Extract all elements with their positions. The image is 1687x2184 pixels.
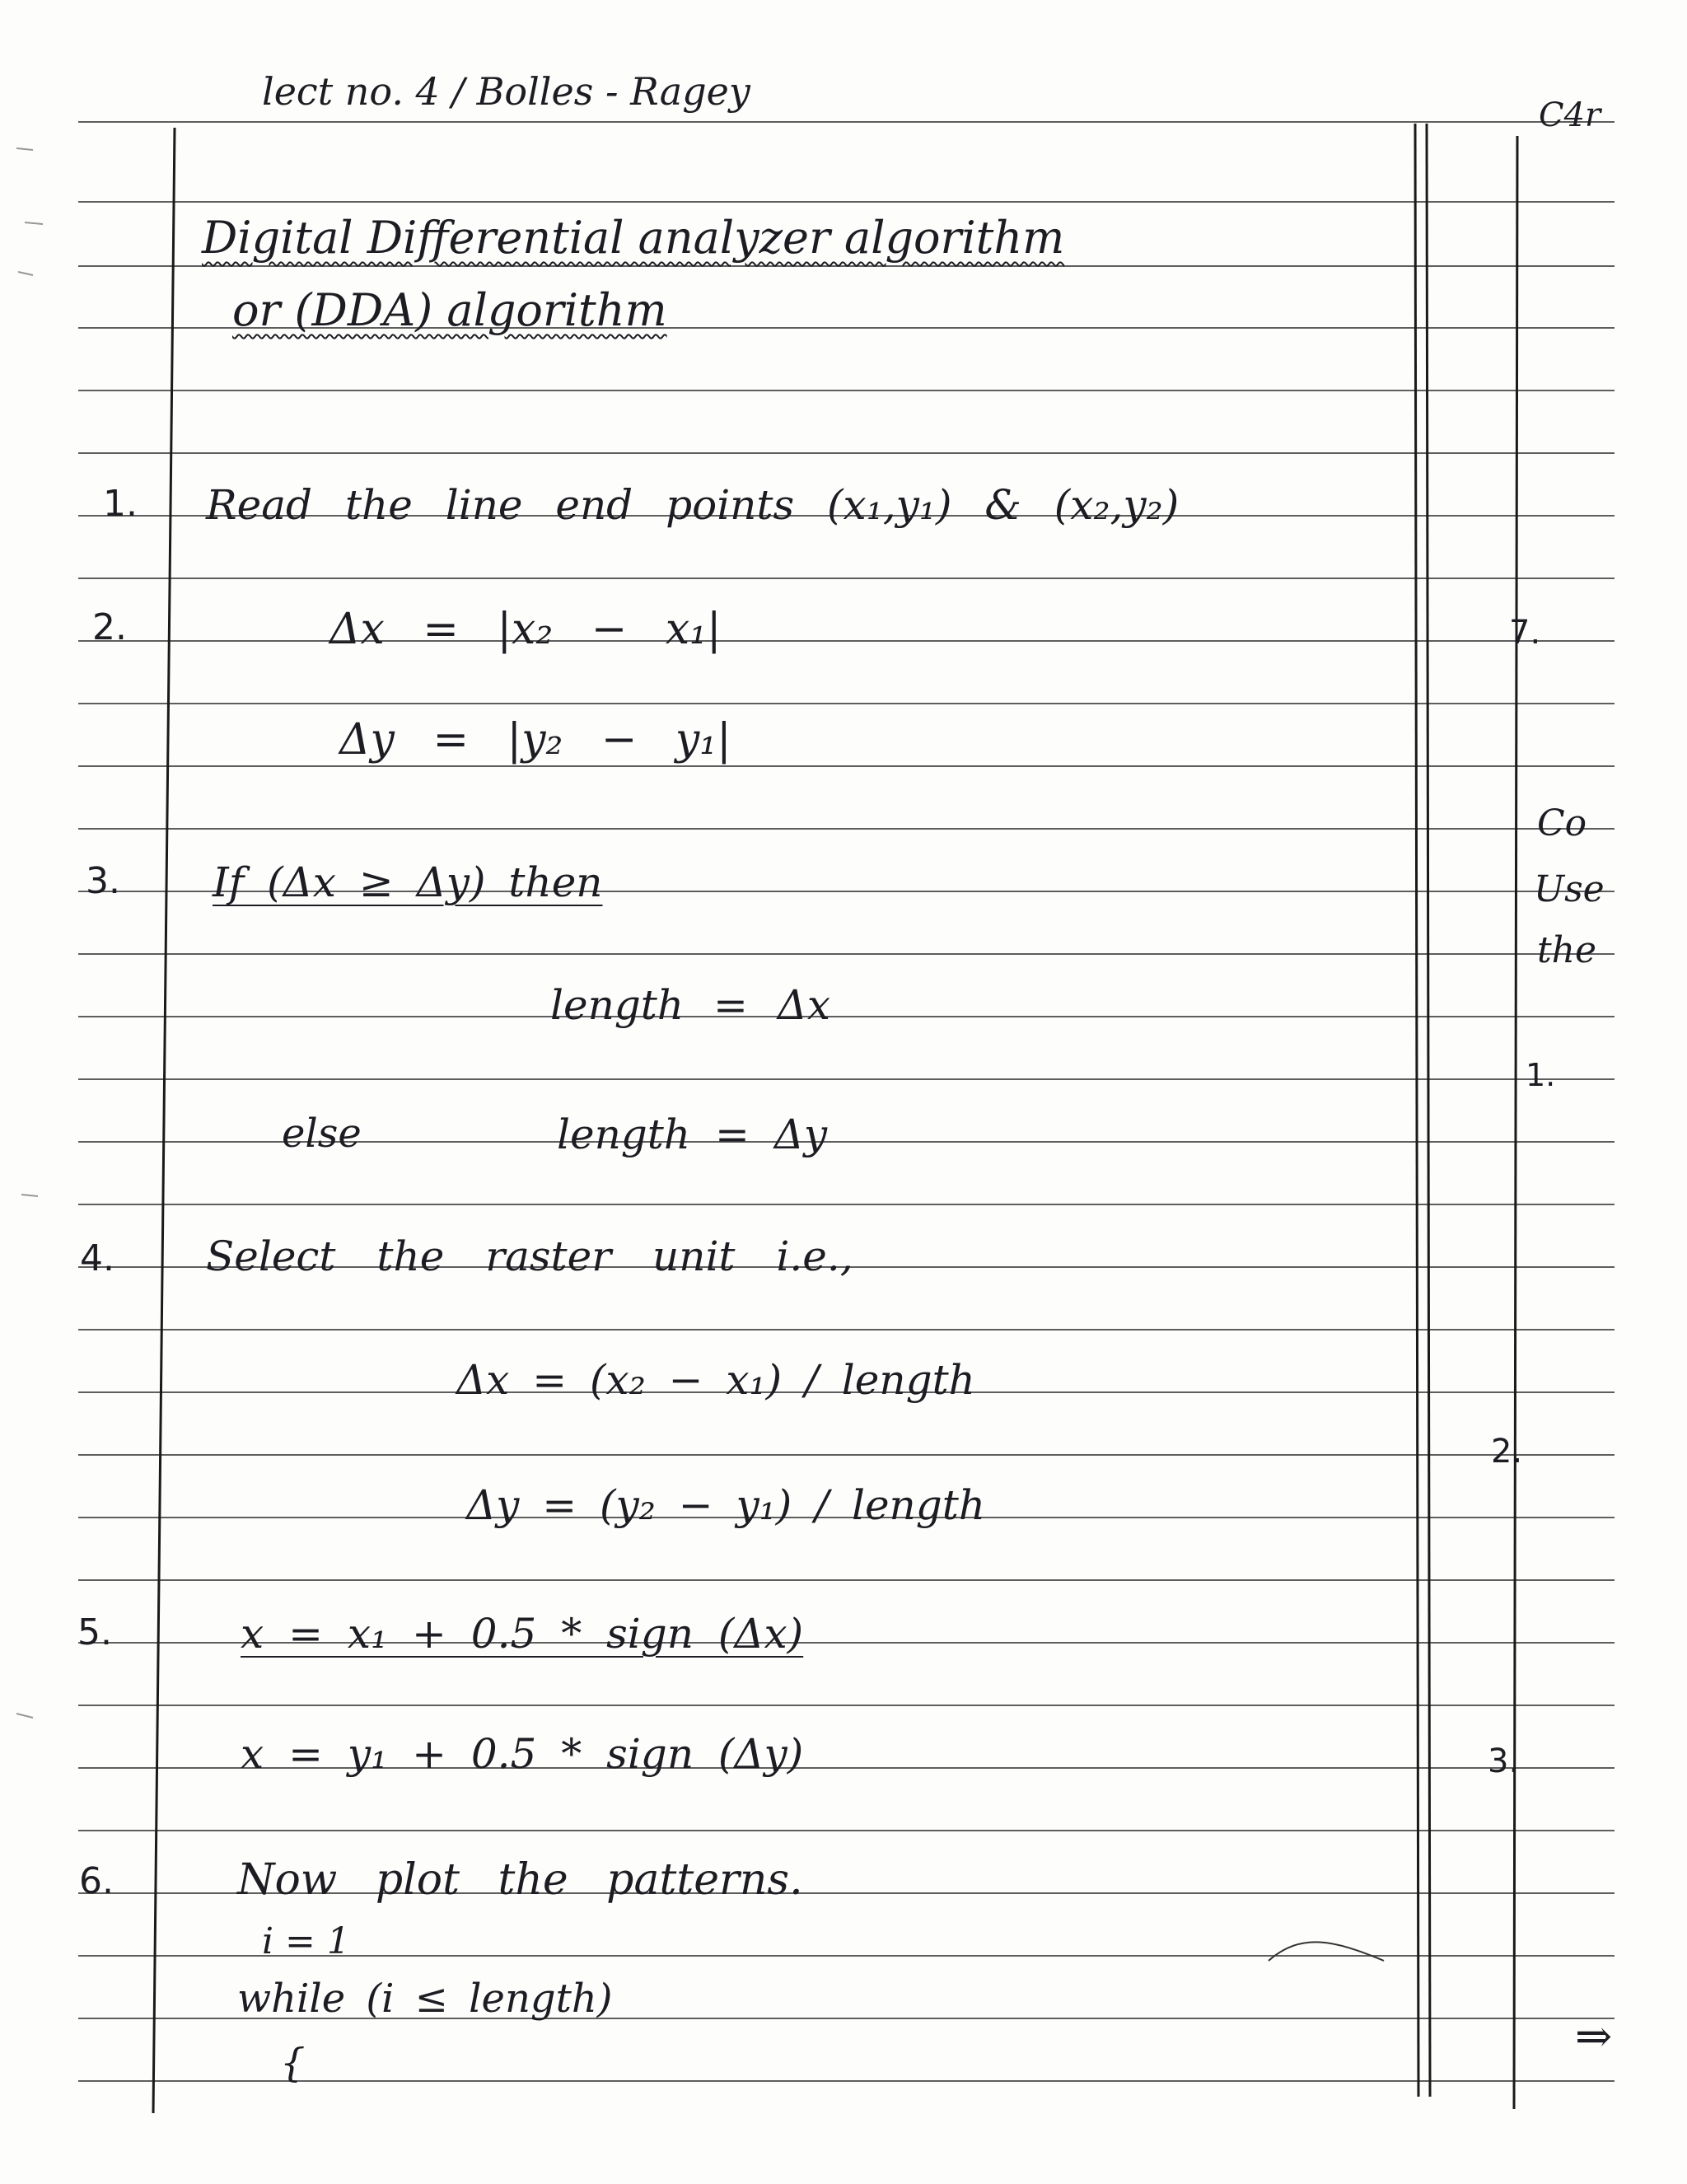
page-heading-line1: Digital Differential analyzer algorithm bbox=[202, 212, 1065, 264]
step-number-5: 5. bbox=[77, 1611, 112, 1653]
page-heading-line2: or (DDA) algorithm bbox=[232, 284, 667, 336]
raster-dy-formula: Δy = (y₂ − y₁) / length bbox=[466, 1481, 986, 1529]
margin-text-use: Use bbox=[1534, 868, 1605, 910]
y-init-formula: x = y₁ + 0.5 * sign (Δy) bbox=[241, 1730, 804, 1778]
step-number-4: 4. bbox=[80, 1237, 114, 1279]
else-length: length = Δy bbox=[557, 1111, 828, 1158]
else-keyword: else bbox=[282, 1111, 362, 1157]
step-6-text: Now plot the patterns. bbox=[237, 1855, 803, 1905]
open-brace: { bbox=[280, 2040, 306, 2086]
loop-init: i = 1 bbox=[262, 1920, 350, 1962]
margin-number-2: 2. bbox=[1491, 1433, 1523, 1471]
margin-arrow: ⇒ bbox=[1575, 2010, 1613, 2062]
raster-dx-formula: Δx = (x₂ − x₁) / length bbox=[456, 1356, 975, 1404]
delta-x-formula: Δx = |x₂ − x₁| bbox=[329, 605, 722, 654]
margin-text-co: Co bbox=[1537, 802, 1587, 844]
step-1-text: Read the line end points (x₁,y₁) & (x₂,y₂) bbox=[206, 481, 1180, 529]
margin-text-the: the bbox=[1537, 929, 1597, 971]
lecture-header: lect no. 4 / Bolles - Ragey bbox=[262, 69, 750, 114]
step-4-text: Select the raster unit i.e., bbox=[206, 1232, 853, 1280]
corner-label: C4r bbox=[1539, 96, 1601, 134]
margin-number-7: 7. bbox=[1509, 614, 1541, 652]
margin-number-1: 1. bbox=[1526, 1057, 1556, 1093]
margin-number-3: 3. bbox=[1488, 1742, 1520, 1780]
step-number-2: 2. bbox=[92, 606, 127, 648]
step-number-6: 6. bbox=[79, 1860, 114, 1902]
while-loop: while (i ≤ length) bbox=[237, 1976, 613, 2022]
x-init-formula: x = x₁ + 0.5 * sign (Δx) bbox=[241, 1610, 804, 1658]
step-number-3: 3. bbox=[86, 860, 120, 902]
then-length: length = Δx bbox=[550, 981, 831, 1029]
step-number-1: 1. bbox=[103, 483, 138, 525]
delta-y-formula: Δy = |y₂ − y₁| bbox=[339, 715, 731, 765]
step-3-condition: If (Δx ≥ Δy) then bbox=[213, 858, 603, 906]
